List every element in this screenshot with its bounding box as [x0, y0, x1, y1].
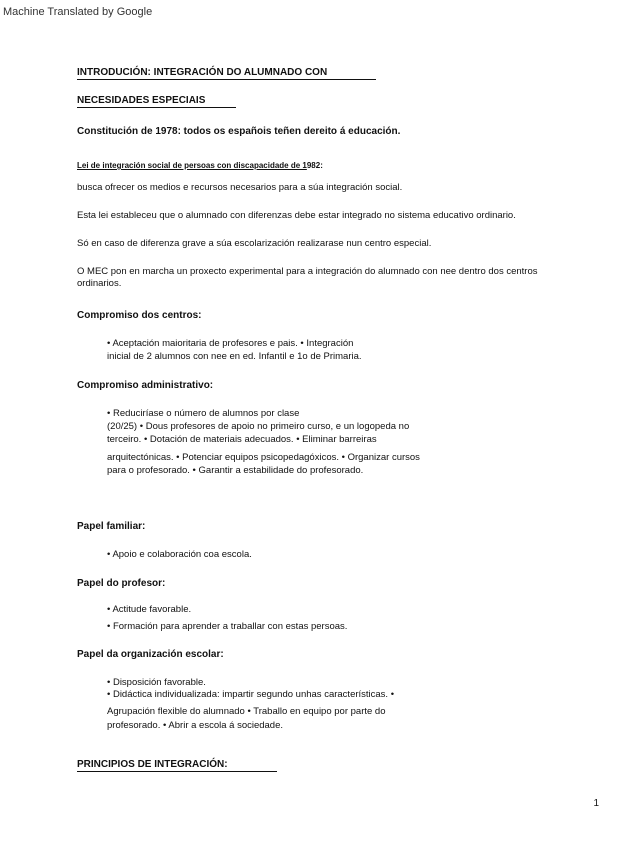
- section-profesor-line-1: • Actitude favorable.: [107, 604, 192, 615]
- paragraph-3: Só en caso de diferenza grave a súa escolarización realizarase nun centro especial.: [77, 238, 432, 249]
- title-line-2: NECESIDADES ESPECIAIS: [77, 95, 236, 108]
- machine-translated-banner: Machine Translated by Google: [3, 6, 153, 18]
- section-organizacion-line-2: • Didáctica individualizada: impartir segundo unhas características. •: [107, 689, 395, 700]
- section-profesor-title: Papel do profesor:: [77, 578, 166, 589]
- law-underlined: Lei de integración social de persoas con discapacidade de 1: [77, 161, 307, 170]
- section-centros-line-2: inicial de 2 alumnos con nee en ed. Infantil e 1o de Primaria.: [107, 351, 362, 362]
- section-organizacion-line-4: profesorado. • Abrir a escola á sociedade.: [107, 720, 284, 731]
- section-centros-title: Compromiso dos centros:: [77, 310, 202, 321]
- section-familiar-line-1: • Apoio e colaboración coa escola.: [107, 549, 252, 560]
- section-administrativo-line-2: (20/25) • Dous profesores de apoio no primeiro curso, e un logopeda no: [107, 421, 410, 432]
- paragraph-4-line-2: ordinarios.: [77, 278, 122, 289]
- section-centros-line-1: • Aceptación maioritaria de profesores e pais. • Integración: [107, 338, 354, 349]
- title-line-1: INTRODUCIÓN: INTEGRACIÓN DO ALUMNADO CON: [77, 67, 376, 80]
- section-organizacion-line-1: • Disposición favorable.: [107, 677, 206, 688]
- section-organizacion-line-3: Agrupación flexible do alumnado • Traballo en equipo por parte do: [107, 706, 386, 717]
- section-administrativo-line-3: terceiro. • Dotación de materiais adecuados. • Eliminar barreiras: [107, 434, 377, 445]
- section-administrativo-line-4: arquitectónicas. • Potenciar equipos psicopedagóxicos. • Organizar cursos: [107, 452, 420, 463]
- law-year-rest: 982:: [306, 161, 323, 170]
- section-organizacion-title: Papel da organización escolar:: [77, 649, 224, 660]
- paragraph-4-line-1: O MEC pon en marcha un proxecto experimental para a integración do alumnado con nee dentro dos centros: [77, 266, 538, 277]
- principios-title: PRINCIPIOS DE INTEGRACIÓN:: [77, 759, 277, 772]
- law-heading: [77, 155, 323, 173]
- paragraph-1: busca ofrecer os medios e recursos necesarios para a súa integración social.: [77, 182, 403, 193]
- page-number: 1: [593, 798, 599, 809]
- paragraph-2: Esta lei estableceu que o alumnado con diferenzas debe estar integrado no sistema educativo ordinario.: [77, 210, 516, 221]
- section-profesor-line-2: • Formación para aprender a traballar con estas persoas.: [107, 621, 348, 632]
- section-administrativo-title: Compromiso administrativo:: [77, 380, 214, 391]
- section-administrativo-line-5: para o profesorado. • Garantir a estabilidade do profesorado.: [107, 465, 364, 476]
- section-administrativo-line-1: • Reduciríase o número de alumnos por clase: [107, 408, 300, 419]
- constitution-heading: Constitución de 1978: todos os españois teñen dereito á educación.: [77, 126, 401, 137]
- section-familiar-title: Papel familiar:: [77, 521, 146, 532]
